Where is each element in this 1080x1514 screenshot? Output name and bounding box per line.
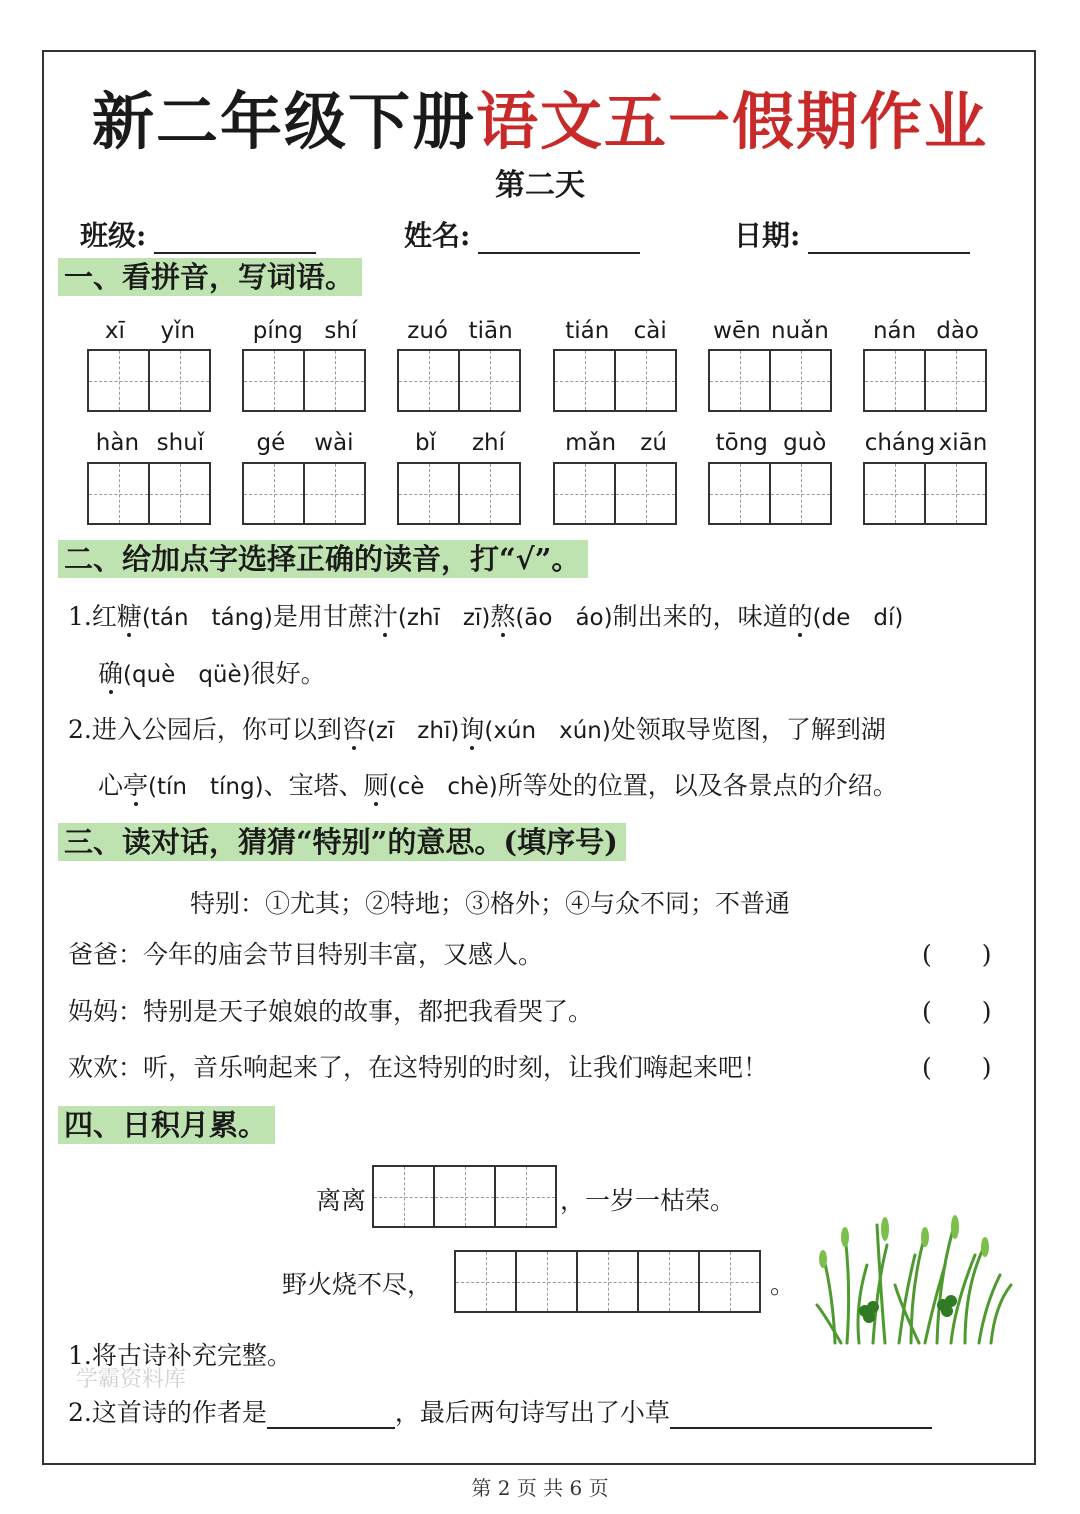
poem-question-1: 1.将古诗补充完整。 <box>68 1341 292 1370</box>
writing-cell[interactable] <box>924 462 987 525</box>
pinyin-syllable: nuǎn <box>771 318 829 344</box>
section-4-heading: 四、日积月累。 <box>58 1106 275 1144</box>
pinyin-syllable: bǐ <box>414 430 436 456</box>
writing-grid[interactable] <box>87 462 211 525</box>
writing-grid[interactable] <box>87 349 211 412</box>
writing-cell[interactable] <box>433 1165 496 1228</box>
pinyin-syllable: xiān <box>938 430 988 456</box>
writing-grid[interactable] <box>397 349 521 412</box>
writing-cell[interactable] <box>553 462 616 525</box>
poem-question-2: 2.这首诗的作者是 ，最后两句诗写出了小草 <box>68 1393 932 1429</box>
writing-cell[interactable] <box>397 349 460 412</box>
pinyin-label <box>87 318 213 344</box>
pinyin-label <box>242 430 368 456</box>
writing-grid[interactable] <box>553 462 677 525</box>
writing-grid[interactable] <box>553 349 677 412</box>
writing-cell[interactable] <box>863 462 926 525</box>
writing-cell[interactable] <box>303 349 366 412</box>
pinyin-syllable: shí <box>324 318 358 344</box>
name-blank[interactable] <box>478 224 640 254</box>
writing-cell[interactable] <box>303 462 366 525</box>
author-blank[interactable] <box>267 1399 395 1429</box>
pinyin-syllable: wài <box>314 430 354 456</box>
pinyin-label <box>553 318 679 344</box>
poem-line2-prefix: 野火烧不尽， <box>282 1270 433 1299</box>
writing-cell[interactable] <box>769 349 832 412</box>
pinyin-label <box>397 430 523 456</box>
section-1-heading: 一、看拼音，写词语。 <box>58 258 362 296</box>
pinyin-syllable: gé <box>256 430 286 456</box>
pinyin-syllable: tiān <box>468 318 513 344</box>
writing-cell[interactable] <box>614 349 677 412</box>
pinyin-syllable: tōng <box>715 430 768 456</box>
writing-cell[interactable] <box>614 462 677 525</box>
poem-line1-boxes[interactable] <box>372 1165 557 1228</box>
writing-cell[interactable] <box>372 1165 435 1228</box>
question-2-2-line2: 心亭(tín tíng)、宝塔、厕(cè chè)所等处的位置，以及各景点的介绍。 <box>98 771 898 800</box>
page-number: 第 2 页 共 6 页 <box>471 1476 609 1500</box>
watermark: 学霸资料库 <box>76 1367 187 1392</box>
pinyin-syllable: guò <box>783 430 827 456</box>
answer-blank-huanhuan[interactable]: ( ) <box>922 1053 992 1082</box>
date-field: 日期: <box>734 214 970 254</box>
pinyin-label <box>863 318 989 344</box>
pinyin-syllable: yǐn <box>160 318 196 344</box>
writing-grid[interactable] <box>708 462 832 525</box>
writing-cell[interactable] <box>769 462 832 525</box>
writing-cell[interactable] <box>576 1250 639 1313</box>
writing-cell[interactable] <box>458 349 521 412</box>
pinyin-label <box>708 318 834 344</box>
writing-grid[interactable] <box>242 349 366 412</box>
writing-cell[interactable] <box>242 349 305 412</box>
pinyin-syllable: cháng <box>864 430 936 456</box>
writing-cell[interactable] <box>515 1250 578 1313</box>
name-field: 姓名: <box>404 214 640 254</box>
pinyin-label <box>242 318 368 344</box>
pinyin-syllable: cài <box>633 318 667 344</box>
pinyin-syllable: shuǐ <box>156 430 205 456</box>
poem-line2-suffix: 。 <box>770 1270 796 1299</box>
meaning-options: 特别：①尤其；②特地；③格外；④与众不同；不普通 <box>190 889 791 918</box>
pinyin-syllable: wēn <box>713 318 761 344</box>
writing-grid[interactable] <box>708 349 832 412</box>
pinyin-syllable: píng <box>252 318 303 344</box>
date-blank[interactable] <box>808 224 970 254</box>
writing-cell[interactable] <box>553 349 616 412</box>
writing-cell[interactable] <box>863 349 926 412</box>
dialogue-line-huanhuan: 欢欢：听，音乐响起来了，在这特别的时刻，让我们嗨起来吧！ <box>68 1053 769 1082</box>
page-subtitle: 第二天 <box>495 168 585 203</box>
writing-cell[interactable] <box>397 462 460 525</box>
writing-cell[interactable] <box>458 462 521 525</box>
section-3-heading: 三、读对话，猜猜“特别”的意思。(填序号) <box>58 823 626 861</box>
pinyin-syllable: nán <box>872 318 917 344</box>
grass-illustration <box>815 1215 1015 1345</box>
pinyin-syllable: zhí <box>471 430 505 456</box>
pinyin-label <box>397 318 523 344</box>
pinyin-syllable: dào <box>936 318 979 344</box>
pinyin-syllable: mǎn <box>565 430 617 456</box>
pinyin-label <box>87 430 213 456</box>
writing-cell[interactable] <box>87 349 150 412</box>
writing-cell[interactable] <box>698 1250 761 1313</box>
page-title: 新二年级下册语文五一假期作业 <box>91 85 989 158</box>
pinyin-label <box>553 430 679 456</box>
writing-grid[interactable] <box>242 462 366 525</box>
dialogue-line-dad: 爸爸：今年的庙会节目特别丰富，又感人。 <box>68 940 544 969</box>
writing-cell[interactable] <box>87 462 150 525</box>
pinyin-syllable: hàn <box>95 430 140 456</box>
dialogue-line-mom: 妈妈：特别是天子娘娘的故事，都把我看哭了。 <box>68 997 594 1026</box>
question-2-2-line1: 2.进入公园后，你可以到咨(zī zhī)询(xún xún)处领取导览图，了解到湖 <box>68 715 886 744</box>
pinyin-syllable: zuó <box>407 318 449 344</box>
poem-line1-suffix: ，一岁一枯荣。 <box>560 1186 736 1215</box>
pinyin-label <box>708 430 834 456</box>
class-field: 班级: <box>80 214 316 254</box>
pinyin-syllable: tián <box>565 318 610 344</box>
writing-cell[interactable] <box>637 1250 700 1313</box>
writing-cell[interactable] <box>494 1165 557 1228</box>
writing-cell[interactable] <box>148 349 211 412</box>
writing-grid[interactable] <box>863 462 987 525</box>
writing-cell[interactable] <box>148 462 211 525</box>
question-2-1-line1: 1.红糖(tán táng)是用甘蔗汁(zhī zī)熬(āo áo)制出来的，味道的(de dí) <box>68 602 904 631</box>
pinyin-syllable: xī <box>104 318 125 344</box>
description-blank[interactable] <box>670 1399 932 1429</box>
section-2-heading: 二、给加点字选择正确的读音，打“√”。 <box>58 540 588 578</box>
writing-cell[interactable] <box>454 1250 517 1313</box>
pinyin-label <box>863 430 989 456</box>
answer-blank-dad[interactable]: ( ) <box>922 940 992 969</box>
writing-grid[interactable] <box>397 462 521 525</box>
poem-line2-boxes[interactable] <box>454 1250 761 1313</box>
writing-cell[interactable] <box>924 349 987 412</box>
writing-cell[interactable] <box>708 349 771 412</box>
class-blank[interactable] <box>154 224 316 254</box>
writing-cell[interactable] <box>708 462 771 525</box>
writing-grid[interactable] <box>863 349 987 412</box>
poem-line1-prefix: 离离 <box>316 1186 367 1215</box>
pinyin-syllable: zú <box>640 430 667 456</box>
question-2-1-line2: 确(què qüè)很好。 <box>98 659 326 688</box>
answer-blank-mom[interactable]: ( ) <box>922 997 992 1026</box>
writing-cell[interactable] <box>242 462 305 525</box>
